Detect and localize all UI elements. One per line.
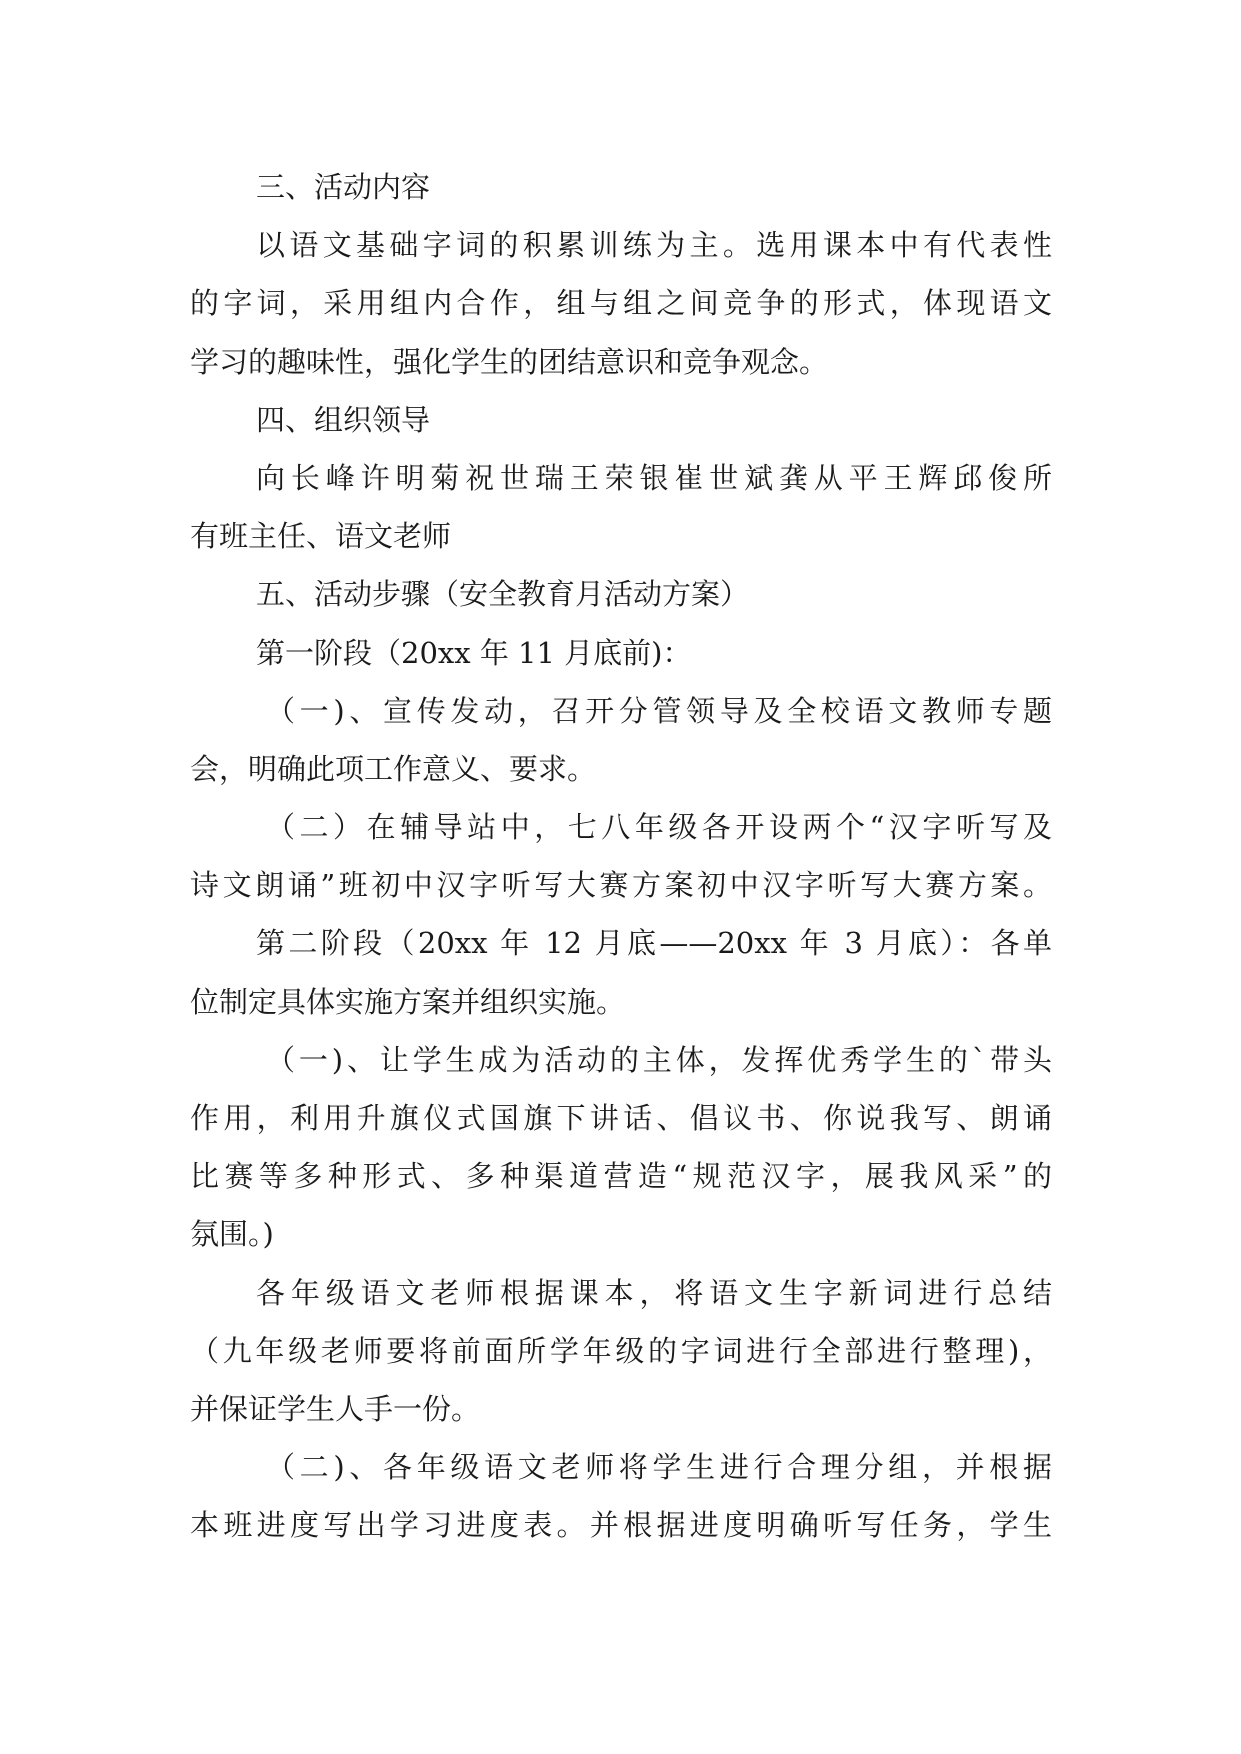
text-line: 向长峰许明菊祝世瑞王荣银崔世斌龚从平王辉邱俊所	[256, 460, 1052, 495]
text-line: 诗文朗诵”班初中汉字听写大赛方案初中汉字听写大赛方案。	[190, 868, 1052, 903]
text-line: 比赛等多种形式、多种渠道营造“规范汉字，展我风采”的	[190, 1159, 1052, 1194]
text-line: 的字词，采用组内合作，组与组之间竞争的形式，体现语文	[190, 286, 1052, 321]
text-line: 有班主任、语文老师	[190, 519, 452, 554]
text-line: 以语文基础字词的积累训练为主。选用课本中有代表性	[256, 228, 1052, 263]
text-line: 会，明确此项工作意义、要求。	[190, 751, 597, 786]
text-line: （二)、各年级语文老师将学生进行合理分组，并根据	[266, 1450, 1052, 1485]
text-line: 作用，利用升旗仪式国旗下讲话、倡议书、你说我写、朗诵	[190, 1101, 1052, 1135]
text-line: （一)、让学生成为活动的主体，发挥优秀学生的`带头	[266, 1042, 1052, 1077]
text-line: 本班进度写出学习进度表。并根据进度明确听写任务，学生	[190, 1508, 1052, 1543]
text-line: 位制定具体实施方案并组织实施。	[190, 984, 626, 1019]
text-line: （九年级老师要将前面所学年级的字词进行全部进行整理)，	[190, 1333, 1052, 1368]
text-line: 五、活动步骤（安全教育月活动方案）	[256, 577, 750, 612]
text-line: 学习的趣味性，强化学生的团结意识和竞争观念。	[190, 344, 829, 379]
text-line: （二）在辅导站中，七八年级各开设两个“汉字听写及	[266, 810, 1052, 845]
document-body	[190, 158, 1052, 1555]
text-line: 并保证学生人手一份。	[190, 1391, 481, 1426]
text-line: 氛围。)	[190, 1217, 274, 1252]
text-line: 第二阶段（20xx 年 12 月底——20xx 年 3 月底）：各单	[256, 926, 1052, 961]
text-line: 第一阶段（20xx 年 11 月底前)：	[256, 635, 692, 670]
text-line: 四、组织领导	[256, 402, 431, 437]
text-line: 三、活动内容	[256, 170, 431, 204]
text-line: （一)、宣传发动，召开分管领导及全校语文教师专题	[266, 693, 1052, 728]
text-line: 各年级语文老师根据课本，将语文生字新词进行总结	[256, 1275, 1052, 1310]
